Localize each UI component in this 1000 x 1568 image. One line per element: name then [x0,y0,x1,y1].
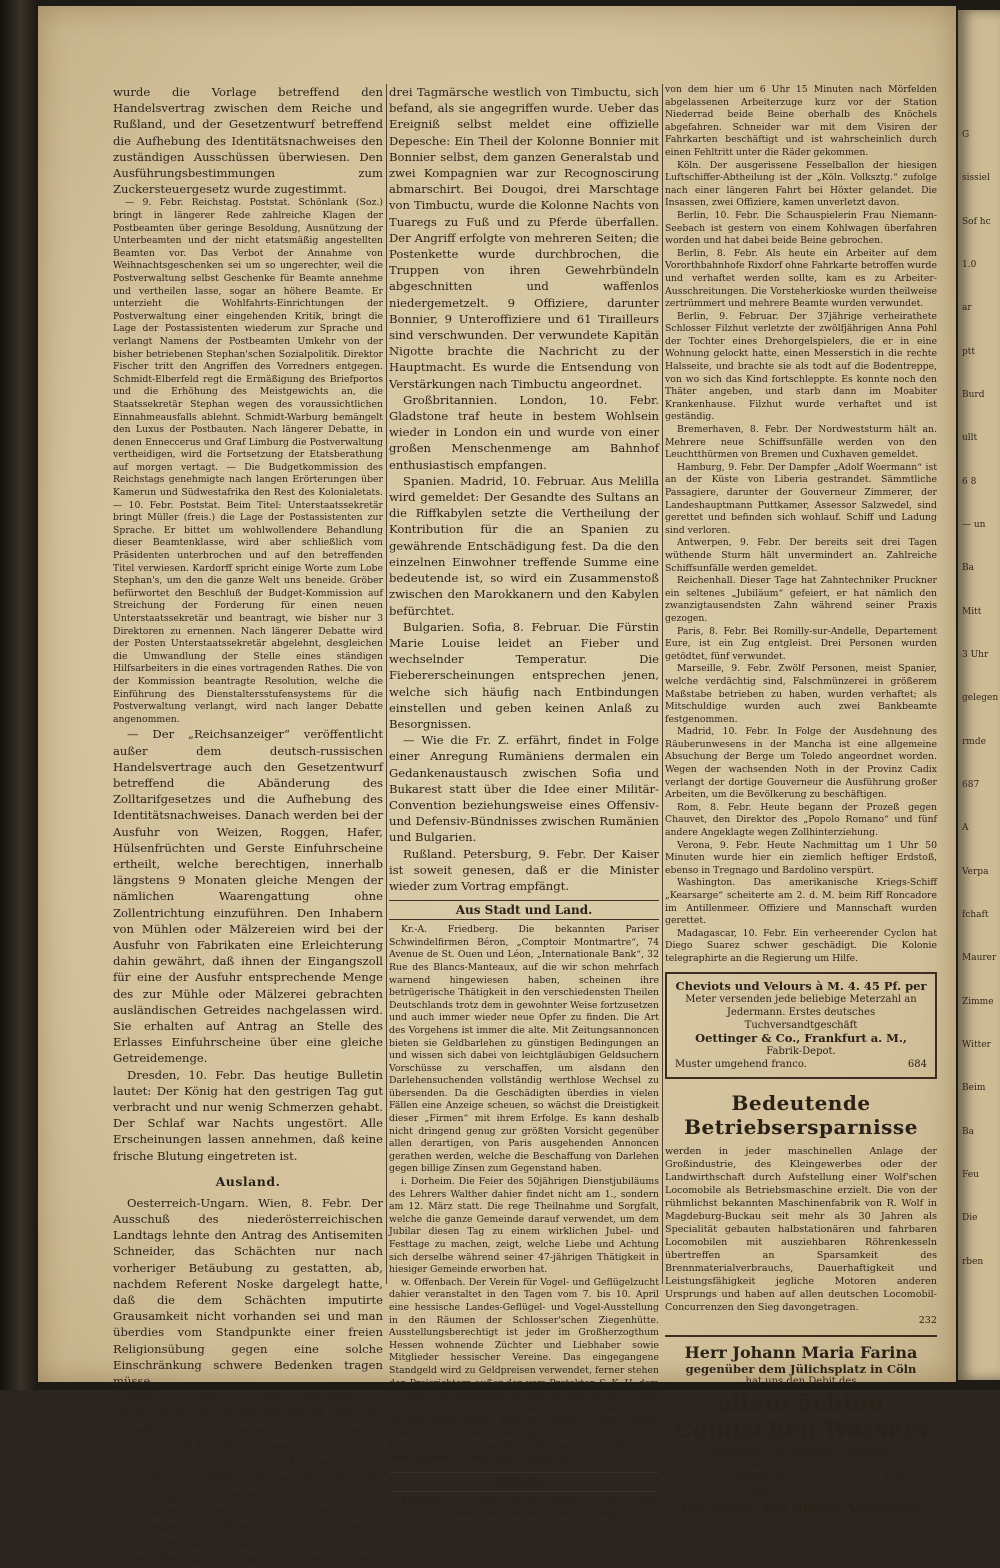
ad-name: Herr Johann Maria Farina [684,1342,918,1362]
price-label: „ ½ Dutzend [715,1470,782,1483]
article-small-text: Berlin, 10. Febr. Die Schauspielerin Frau Niemann-Seebach ist gestern von einem Kohlwagen überfahren worden und hat dabei beide Beine gebrochen. [665,209,937,247]
edge-text-fragment: fchaft [962,910,989,920]
article-small-text: Bremerhaven, 8. Febr. Der Nordweststurm hält an. Mehrere neue Schiffsunfälle werden von den Leuchtthürmen von Bremen und Cuxhaven gemeldet. [665,424,937,461]
edge-text-fragment: gelegen [962,693,999,704]
article-small-text: Frankfurt, 8. Febr. Heute Abend wurden dem Schaffner Schneider bei der hessischen Ludwigsbahn [389,1495,659,1520]
column-rule [662,84,663,1284]
ad-company: Oettinger & Co., Frankfurt a. M., [695,1030,907,1045]
edge-text-fragment: rben [962,1256,984,1267]
section-heading-stadt-land: Aus Stadt und Land. [389,900,659,920]
edge-text-fragment: 6 8 [962,476,977,487]
article-small-text: Berlin, 9. Februar. Der 37jährige verheirathete Schlosser Filzhut verletzte der zwölfjährigen Anna Pohl der Tochter eines Drehorgelspielers, die er in eine Wohnung gelockt hatte, einen Messerstich in die rechte Halsseite, und brachte sie als todt auf die Bodentreppe, von wo sich das Kind fortschleppte. Es konnte noch den Thäter angeben, und starb dann im Moabiter Krankenhause. Filzhut wurde verhaftet und ist geständig. [665,310,937,423]
article-small-text: Marseille, 9. Febr. Zwölf Personen, meist Spanier, welche verdächtig sind, Falschmünzerei in größerem Maßstabe betrieben zu haben, wurden verhaftet; als Mitschuldige wurden auch zwei Bankbeamte festgenommen. [665,663,937,725]
price-value: zu M. 1.75, [865,1457,925,1470]
edge-text-fragment: 1.0 [962,260,977,270]
price-value: „ „ 9.50, [865,1470,910,1483]
ad-text: Muster umgehend franco. [675,1058,807,1070]
article-small-text: — 9. Febr. Reichstag. Poststat. Schönlank (Soz.) bringt in längerer Rede zahlreiche Klagen der Postbeamten über geringe Besoldung, Ausnützung der Unterbeamten und der nicht etatsmäßig angestellten Beamten vor. Das Verbot der Annahme von Weihnachtsgeschenken sei um so ungerechter, weil die Postverwaltung selbst Geschenke für Beamte annehme und vertheilen lasse, sogar an höhere Beamte. Er unterzieht die Wohlfahrts-Einrichtungen der Postverwaltung einer eingehenden Kritik, bringt die Lage der Postassistenten wiederum zur Sprache und verlangt Namens der Postbeamten Umkehr von der bisher betriebenen Stephan'schen Sozialpolitik. Direktor Fischer tritt den Angriffen des Vorredners entgegen. Schmidt-Elberfeld regt die Ermäßigung des Briefportos und die Erhöhung des Meistgewichts an, die Staatssekretär Stephan wegen des voraussichtlichen Einnahmeausfalls ablehnt. Schmidt-Warburg bemängelt den Luxus der Postbauten. Nach längerer Debatte, in denen Enneccerus und Graf Limburg die Postverwaltung vertheidigen, wird die Fortsetzung der Etatsberathung auf morgen vertagt. — Die Budgetkommission des Reichstags genehmigte nach langen Erörterungen über Kamerun und Südwestafrika den Rest des Kolonialetats. — 10. Febr. Poststat. Beim Titel: Unterstaatssekretär bringt Müller (freis.) die Lage der Postassistenten zur Sprache. Er bittet um wohlwollendere Behandlung dieser Beamtenklasse, wird aber schließlich vom Präsidenten unterbrochen und auf den betreffenden Titel verwiesen. Kardorff spricht einige Worte zum Lobe Stephan's, um den die ganze Welt uns beneide. Gröber befürwortet den Beschluß der Budget-Kommission auf Streichung der Forderung für einen neuen Unterstaatssekretär und beantragt, wie bisher nur 3 Direktoren zu ernennen. Nach längerer Debatte wird der Posten Unterstaatssekretär abgelehnt, desgleichen die Umwandlung der Stelle eines ständigen Hilfsarbeiters in die eines vortragenden Rathes. Die von der Kommission beantragte Resolution, welche die Einführung des Dienstaltersstufensystems für die Postverwaltung verlangt, wird nach langer Debatte angenommen. [113,197,383,725]
article-small-text: Hamburg, 9. Febr. Der Dampfer „Adolf Woermann“ ist an der Küste von Liberia gestrandet. Sämmtliche Passagiere, darunter der Gouverneur Zimmerer, der Landeshauptmann Puttkamer, Assessor Salzwedel, sind gerettet und befinden sich wohlauf. Schiff und Ladung sind verloren. [665,461,937,536]
article-small-text: Köln. Der ausgerissene Fesselballon der hiesigen Luftschiffer-Abtheilung ist der „Köln. Volksztg.“ zufolge nach einer längeren Fahrt bei Höxter gelandet. Die Insassen, zwei Offiziere, kamen unverletzt davon. [665,159,937,209]
price-label: „ Dutzend [715,1483,769,1496]
article-small-text: Madagascar, 10. Febr. Ein verheerender Cyclon hat Diego Suarez schwer geschädigt. Die Kolonie telegraphirte an die Regierung um Hilfe. [665,927,937,964]
edge-text-fragment: — un [962,520,986,530]
ad-text: Fabrik-Depot. [766,1045,836,1057]
article-text: Bulgarien. Sofia, 8. Februar. Die Fürstin Marie Louise leidet an Fieber und wechselnder Temperatur. Die Fiebererscheinungen entsprechen jenen, welche sich häufig nach Entbindungen einstellen und geben keinen Anlaß zu Besorgnissen. [389,619,659,731]
ad-number: 684 [907,1058,927,1070]
ad-text: gegenüber dem Jülichsplatz in Cöln [685,1361,917,1376]
edge-text-fragment: G [962,130,970,140]
ad-text: hat uns den Debit des [745,1375,857,1387]
article-text: drei Tagmärsche westlich von Timbuctu, sich befand, als sie angegriffen wurde. Ueber das Ereigniß selbst meldet eine offizielle Depesche: Ein Theil der Kolonne Bonnier mit Bonnier selbst, dem ganzen Generalstab und zwei Kompagnien war zur Recognoscirung abmarschirt. Bei Dougoi, drei Marschtage von Timbuctu, wurde die Kolonne Nachts von Tuaregs zu Fuß und zu Pferde überfallen. Der Angriff erfolgte von mehreren Seiten; die Postenkette wurde durchbrochen, die Truppen von ihren Gewehrbündeln abgeschnitten und waffenlos niedergemetzelt. 9 Offiziere, darunter Bonnier, 9 Unteroffiziere und 61 Tirailleurs sind verschwunden. Der verwundete Kapitän Nigotte brachte die Nachricht zu der Hauptmacht. Es wurde die Entsendung von Verstärkungen nach Timbuctu angeordnet. [389,85,659,391]
article-small-text: Washington. Das amerikanische Kriegs-Schiff „Kearsarge“ scheiterte am 2. d. M. beim Riff Roncadore im Antillenmeer. Offiziere und Mannschaft wurden gerettet. [665,877,937,927]
edge-text-fragment: Ba [962,1126,974,1137]
edge-text-fragment: Maurer [962,953,997,964]
ad-headline: allein ächten Cölnischen Wassers [674,1390,928,1443]
column-3 [665,84,937,1516]
article-small-text: Reichenhall. Dieser Tage hat Zahntechniker Pruckner ein seltenes „Jubiläum“ gefeiert, er hat nämlich den zwanzigtausendsten Zahn während seiner Praxis gezogen. [665,575,937,624]
article-small-text: i. Dorheim. Die Feier des 50jährigen Dienstjubiläums des Lehrers Walther dahier findet nicht am 1., sondern am 12. März statt. Die rege Theilnahme und Sorgfalt, welche die ganze Gemeinde darauf verwendet, um dem Jubilar diesen Tag zu einem wirklichen Jubel- und Festtage zu machen, zeigt, welche Liebe und Achtung sich derselbe während seiner 47-jährigen Thätigkeit in hiesiger Gemeinde erworben hat. [389,1176,659,1276]
edge-text-fragment: A [962,823,969,834]
article-small-text: Verona, 9. Febr. Heute Nachmittag um 1 Uhr 50 Minuten wurde hier ein ziemlich heftiger Erdstoß, ebenso in Tregnago und Bardolino verspürt. [665,839,937,876]
ad-text: Meter versenden jede beliebige Meterzahl an Jedermann. Erstes deutsches Tuchversandtgeschäft [685,993,917,1031]
column-2 [389,84,659,1520]
article-small-text: Paris, 8. Febr. Bei Romilly-sur-Andelle, Departement Eure, ist ein Zug entgleist. Drei Personen wurden getödtet, fünf verwundet. [665,625,937,662]
ad-text: übertragen und empfehlen dasselbe [709,1446,893,1458]
article-small-text: w. Offenbach. Der Verein für Vogel- und Geflügelzucht dahier veranstaltet in den Tagen vom 7. bis 10. April eine hessische Landes-Geflügel- und Vogel-Ausstellung in den Räumen der Schlosser'schen Ziegenhütte. Ausstellungsberechtigt ist jeder im Großherzogthum Hessen wohnende Züchter und Liebhaber sowie Mitglieder hessischer Vereine. Das eingegangene Standgeld wird zu Geldpreisen verwendet, ferner stehen den Preisrichtern außer den vom Protektor, S. K. H. dem Großherzog, gestifteten Ehrenpreis eine große Anzahl weiterer Ehrenpreise zur Verfügung. Zur Ausstellung werden angenommen Hühner, Tauben, Enten, Gänse, Truten, Zier- und Singvögel, Geräthschaften und Literatur. Für landwirthschaftliches Nutzgeflügel ist eine besondere Abtheilung vorgesehen. [389,1276,659,1465]
advertisement-cheviots [665,972,937,1079]
book-binding [0,0,38,1390]
edge-text-fragment: Mitt [962,606,982,617]
article-text: Rußland. Petersburg, 9. Febr. Der Kaiser ist soweit genesen, daß er die Minister wieder zum Vortrag empfängt. [389,846,659,893]
price-value: „ „ 17.—. [865,1483,914,1496]
article-text: Spanien. Madrid, 10. Februar. Aus Melilla wird gemeldet: Der Gesandte des Sultans an die Riffkabylen setzte die Vertheilung der Kontribution für die an Spanien zu gewährende Entschädigung fest. Da die den einzelnen Einwohner treffende Summe eine bedeutende ist, so wird ein Zusammenstoß zwischen den Marokkanern und den Kabylen befürchtet. [389,473,659,618]
price-list [665,1458,937,1497]
column-1 [113,84,383,1567]
ad-number: 232 [918,1314,937,1326]
edge-text-fragment: Zimme [962,996,994,1007]
edge-text-fragment: ptt [962,346,975,357]
advertisement-farina [665,1335,937,1516]
column-rule [386,84,387,1284]
article-text: Oesterreich-Ungarn. Wien, 8. Febr. Der Ausschuß des niederösterreichischen Landtags lehnte den Antrag des Antisemiten Schneider, das Schächten nur nach vorheriger Betäubung zu gestatten, ab, nachdem Referent Noske dargelegt hatte, daß die dem Schächten imputirte Grausamkeit nicht vorhanden sei und man überdies vom Standpunkte einer freien Religionsübung gegen eine solche Einschränkung schwere Bedenken tragen müsse. [113,1195,383,1389]
article-text: Dresden, 10. Febr. Das heutige Bulletin lautet: Der König hat den gestrigen Tag gut verbracht und nur wenig Schmerzen gehabt. Der Schlaf war Nachts ungestört. Alle Erscheinungen lassen annehmen, daß keine frische Blutung eingetreten ist. [113,1067,383,1163]
article-small-text: von dem hier um 6 Uhr 15 Minuten nach Mörfelden abgelassenen Arbeiterzuge kurz vor der Station Niederrad beide Beine oberhalb des Knöchels abgefahren. Schneider war mit dem Visiren der Fahrkarten beschäftigt und ist wahrscheinlich durch einen Fehltritt unter die Räder gekommen. [665,84,937,158]
advertisement-heading: Bedeutende Betriebsersparnisse [684,1090,918,1139]
edge-text-fragment: Witter [962,1040,991,1050]
article-text: Großbritannien. London, 10. Febr. Gladstone traf heute in bestem Wohlsein wieder in London ein und wurde von einer großen Menschenmenge am Bahnhof enthusiastisch empfangen. [389,392,659,472]
article-small-text: Antwerpen, 9. Febr. Der bereits seit drei Tagen wüthende Sturm hält unvermindert an. Zahlreiche Schiffsunfälle werden gemeldet. [665,537,937,574]
adjacent-page-edge [958,10,1000,1380]
edge-text-fragment: 687 [962,780,980,790]
edge-text-fragment: Ba [962,563,974,574]
article-text: wurde die Vorlage betreffend den Handelsvertrag zwischen dem Reiche und Rußland, und der Gesetzentwurf betreffend die Aufhebung des Identitätsnachweises den zuständigen Ausschüssen überwiesen. Den Ausführungsbestimmungen zum Zuckersteuergesetz wurde zugestimmt. [113,85,383,197]
edge-text-fragment: sissiel [962,173,990,184]
ad-headline: Cheviots und Velours à M. 4. 45 Pf. per [675,978,927,993]
edge-text-fragment: 3 Uhr [962,650,989,660]
section-heading-allerlei: Allerlei. [389,1472,659,1492]
edge-text-fragment: Burd [962,390,985,400]
edge-text-fragment: Verpa [962,866,989,877]
ad-text: werden in jeder maschinellen Anlage der Großindustrie, des Kleingewerbes oder der Landwirthschaft durch Aufstellung einer Wolf'schen Locomobile als Betriebsmaschine erzielt. Die von der rühmlichst bekannten Maschinenfabrik von R. Wolf in Magdeburg-Buckau seit mehr als 30 Jahren als Specialität gebauten halbstationären und fahrbaren Locomobilen mit ausziehbaren Röhrenkesseln übertreffen an Sparsamkeit des Brennmaterialverbrauchs, Dauerhaftigkeit und Leistungsfähigkeit jegliche Motoren anderen Ursprungs und haben auf allen deutschen Locomobil-Concurrenzen den Sieg davongetragen. [665,1145,937,1313]
edge-text-fragment: Beim [962,1083,986,1094]
edge-text-fragment: ar [962,303,972,314]
article-text: Frankreich. Paris, 9. Februar. Das „Journ. des Debats“ veröffentlicht unter Vorbehalt eine Depesche, wonach die bei Timbuctu angegriffene Kolonne des Obersten Bonnier, [113,1503,383,1567]
price-label: per Glas [715,1457,760,1470]
edge-text-fragment: rmde [962,736,986,747]
advertisement-locomobile [665,1145,937,1327]
article-small-text: Berlin, 8. Febr. Als heute ein Arbeiter auf dem Vororthbahnhofe Rixdorf ohne Fahrkarte betroffen wurde und verhaftet werden sollte, kam es zu Arbeiter-Ausschreitungen. Die Vorsteherkioske wurden theilweise zertrümmert und mehrere Beamte wurden verwundet. [665,247,937,310]
article-small-text: Kr.-A. Friedberg. Die bekannten Pariser Schwindelfirmen Béron, „Comptoir Montmartre“, 74 Avenue de St. Ouen und Léon, „Internationale Bank“, 32 Rue des Blancs-Manteaux, auf die wir schon mehrfach warnend hingewiesen haben, scheinen ihre betrügerische Thätigkeit in den verschiedensten Theilen Deutschlands trotz dem in gewohnter Weise fortzusetzen und auch immer wieder neue Opfer zu finden. Die Art des Vorgehens ist immer die alte. Mit Zeitungsannoncen bieten sie Geldbarlehen zu günstigen Bedingungen an und wissen sich dabei von leichtgläubigen Geldsuchern Vorschüsse zu verschaffen, um alsdann den Darlehensuchenden vollständig werthlose Wechsel zu übersenden. Da die Geschädigten überdies in vielen Fällen eine Anzeige scheuen, so wächst die Dreistigkeit dieser „Firmen“ mit ihrem Erfolge. Es kann deshalb nicht dringend genug zur größten Vorsicht gegenüber allen derartigen, von Paris ausgehenden Annoncen gerathen werden, welche die Beschaffung von Darlehen gegen billige Zinsen zum Gegenstand haben. [389,924,659,1175]
article-text: — Wie die Fr. Z. erfährt, findet in Folge einer Anregung Rumäniens dermalen ein Gedankenaustausch zwischen Sofia und Bukarest statt über die Idee einer Militär-Convention beziehungsweise eines Offensiv- und Defensiv-Bündnisses zwischen Rumänien und Bulgarien. [389,733,659,845]
article-text: Belgien. Brüssel. Die Antisklaverei-Gesellschaft erhielt die Nachricht, daß die Expedition Deschamps am 22. September in Abercorn mit Kapitän Jacques zusammentraf. Jacques trat mit 2 Kanonen und Verstärkungen Mitte Oktober freiwillig die Verfolgung Rumaligas an. [113,1390,383,1502]
article-small-text: Rom, 8. Febr. Heute begann der Prozeß gegen Chauvet, den Direktor des „Popolo Romano“ und fünf andere Angeklagte wegen Zollhinterziehung. [665,801,937,839]
edge-text-fragment: Die [962,1213,978,1224]
article-small-text: Madrid, 10. Febr. In Folge der Ausdehnung des Räuberunwesens in der Mancha ist eine allgemeine Absuchung der Berge um Toledo angeordnet worden. Wegen der wachsenden Noth in der Provinz Cadix verlangt der dortige Gouverneur die Ausführung großer Arbeiten, um die Bevölkerung zu beschäftigen. [665,726,937,801]
section-heading-ausland: Ausland. [215,1173,281,1189]
edge-text-fragment: ullt [962,433,978,444]
edge-text-fragment: Sof hc [962,216,991,227]
ad-signature: Die Exped. des Oberh. Anzeigers. [680,1500,922,1516]
article-text: — Der „Reichsanzeiger“ veröffentlicht außer dem deutsch-russischen Handelsvertrage auch den Gesetzentwurf betreffend die Abänderung des Zolltarifgesetzes und die Aufhebung des Identitätsnachweises. Danach werden bei der Ausfuhr von Weizen, Roggen, Hafer, Hülsenfrüchten und Gerste Einfuhrscheine ertheilt, welche berechtigen, innerhalb längstens 9 Monaten gleiche Mengen der nämlichen Waarengattung ohne Zollentrichtung einzuführen. Den Inhabern von Mühlen oder Mälzereien wird bei der Ausfuhr von Fabrikaten eine Erleichterung dahin gewährt, daß ihnen der Eingangszoll für eine der Ausfuhr entsprechende Menge des zur Mühle oder Mälzerei gebrachten ausländischen Getreides nachgelassen wird. Sie erhalten auf Antrag an Stelle des Erlasses Einfuhrscheine über eine gleiche Getreidemenge. [113,727,383,1066]
edge-text-fragment: Feu [962,1170,979,1180]
